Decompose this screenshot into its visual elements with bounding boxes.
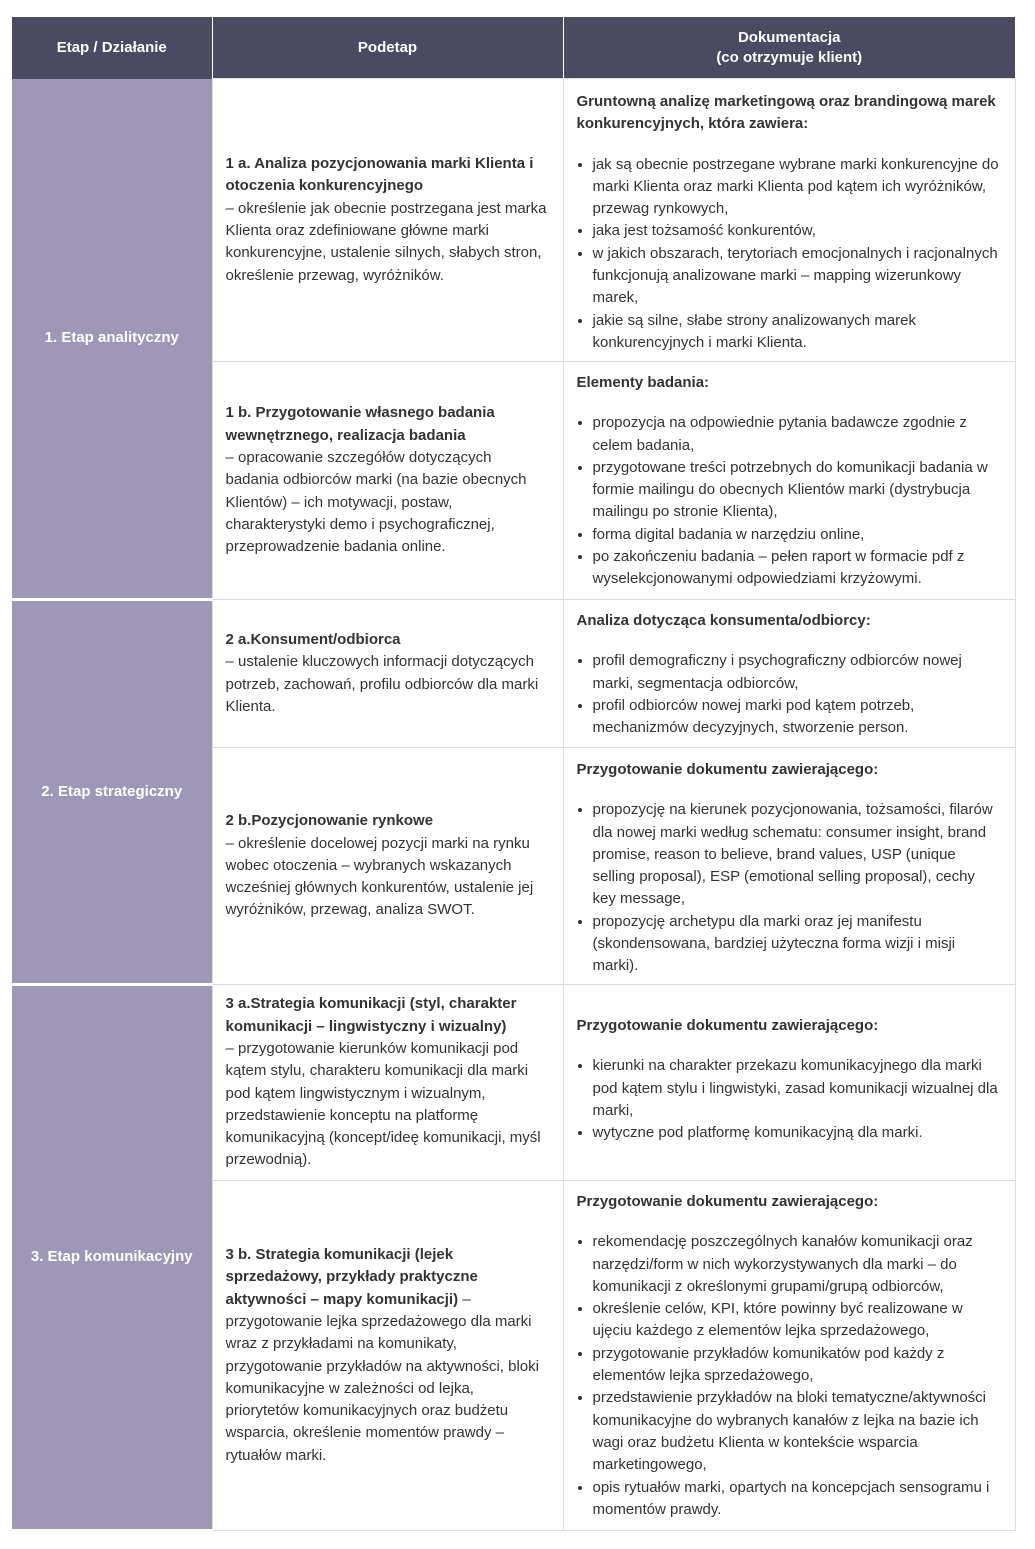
table-row bbox=[12, 600, 1015, 748]
documentation-list bbox=[577, 799, 1001, 977]
list-item: • propozycję na kierunek pozycjonowania, tożsamości, filarów dla nowej marki według schematu: consumer insight, brand promise, reason to believe, brand values, USP (unique selling proposal), ESP (emotional selling proposal), cechy key message, bbox=[593, 799, 1001, 910]
header-documentation-line1: Dokumentacja bbox=[737, 28, 841, 46]
list-item: • w jakich obszarach, terytoriach emocjonalnych i racjonalnych funkcjonują analizowane marki – mapping wizerunkowy marek, bbox=[593, 243, 1001, 310]
list-item: • po zakończeniu badania – pełen raport w formacie pdf z wyselekcjonowanymi odpowiedziami krzyżowymi. bbox=[593, 546, 1001, 591]
documentation-title: Elementy badania: bbox=[576, 374, 710, 391]
substep-description: – opracowanie szczegółów dotyczących badania odbiorców marki (na bazie obecnych Klientów) – ich motywacji, postaw, charakterystyki demo i psychograficznej, przeprowadzenie badania online. bbox=[225, 449, 527, 556]
documentation-cell bbox=[563, 985, 1015, 1181]
stage-cell: 3. Etap komunikacyjny bbox=[12, 985, 212, 1531]
documentation-title: Przygotowanie dokumentu zawierającego: bbox=[576, 1193, 879, 1210]
substep-cell bbox=[212, 1181, 563, 1531]
documentation-cell bbox=[563, 748, 1015, 985]
documentation-list bbox=[577, 1055, 1001, 1144]
list-item: • profil demograficzny i psychograficzny odbiorców nowej marki, segmentacja odbiorców, bbox=[593, 650, 1001, 695]
documentation-title: Przygotowanie dokumentu zawierającego: bbox=[576, 761, 879, 778]
list-item: • przygotowane treści potrzebnych do komunikacji badania w formie mailingu do obecnych Klientów marki (dystrybucja mailingu po stronie Klienta), bbox=[593, 457, 1001, 524]
stage-cell: 1. Etap analityczny bbox=[12, 79, 212, 600]
table-row bbox=[12, 985, 1015, 1181]
documentation-title: Gruntowną analizę marketingową oraz brandingową marek konkurencyjnych, która zawiera: bbox=[576, 93, 996, 133]
list-item: • jakie są silne, słabe strony analizowanych marek konkurencyjnych i marki Klienta. bbox=[593, 310, 1001, 355]
substep-description: – określenie docelowej pozycji marki na rynku wobec otoczenia – wybranych wskazanych wcześniej głównych konkurentów, ustalenie jej wyróżników, przewag, analiza SWOT. bbox=[225, 834, 534, 919]
substep-cell bbox=[212, 748, 563, 985]
documentation-list bbox=[577, 412, 1001, 590]
scope-table-wrapper bbox=[12, 17, 1015, 1532]
list-item: • wytyczne pod platformę komunikacyjną dla marki. bbox=[593, 1122, 1001, 1144]
documentation-list bbox=[577, 1231, 1001, 1521]
documentation-list bbox=[577, 154, 1001, 355]
list-item: • jak są obecnie postrzegane wybrane marki konkurencyjne do marki Klienta oraz marki Klienta pod kątem ich wyróżników, przewag rynkowych, bbox=[593, 154, 1001, 221]
substep-title: 3 b. Strategia komunikacji (lejek sprzedażowy, przykłady praktyczne aktywności – mapy komunikacji) bbox=[225, 1246, 478, 1308]
substep-cell bbox=[212, 985, 563, 1181]
substep-title: 1 b. Przygotowanie własnego badania wewnętrznego, realizacja badania bbox=[225, 404, 495, 444]
substep-description: – ustalenie kluczowych informacji dotyczących potrzeb, zachowań, profilu odbiorców dla marki Klienta. bbox=[225, 653, 539, 715]
substep-description: – określenie jak obecnie postrzegana jest marka Klienta oraz zdefiniowane główne marki konkurencyjne, ustalenie silnych, słabych stron, określenie przewag, wyróżników. bbox=[225, 199, 547, 284]
header-documentation bbox=[563, 17, 1015, 79]
list-item: • kierunki na charakter przekazu komunikacyjnego dla marki pod kątem stylu i lingwistyki, zasad komunikacji wizualnej dla marki, bbox=[593, 1055, 1001, 1122]
substep-title: 1 a. Analiza pozycjonowania marki Klienta i otoczenia konkurencyjnego bbox=[225, 155, 534, 195]
list-item: • jaka jest tożsamość konkurentów, bbox=[593, 220, 1001, 242]
list-item: • forma digital badania w narzędziu online, bbox=[593, 524, 1001, 546]
list-item: • rekomendację poszczególnych kanałów komunikacji oraz narzędzi/form w nich wykorzystywanych dla marki – do komunikacji z określonymi grupami/grupą odbiorców, bbox=[593, 1231, 1001, 1298]
scope-table bbox=[12, 17, 1016, 1532]
documentation-cell bbox=[563, 600, 1015, 748]
substep-cell bbox=[212, 79, 563, 362]
documentation-title: Analiza dotycząca konsumenta/odbiorcy: bbox=[576, 612, 871, 629]
header-documentation-line2: (co otrzymuje klient) bbox=[716, 48, 863, 66]
documentation-title: Przygotowanie dokumentu zawierającego: bbox=[576, 1017, 879, 1034]
substep-title: 3 a.Strategia komunikacji (styl, charakter komunikacji – lingwistyczny i wizualny) bbox=[225, 995, 517, 1035]
header-row bbox=[12, 17, 1015, 79]
list-item: • określenie celów, KPI, które powinny być realizowane w ujęciu każdego z elementów lejka sprzedażowego, bbox=[593, 1298, 1001, 1343]
list-item: • przedstawienie przykładów na bloki tematyczne/aktywności komunikacyjne do wybranych kanałów z lejka na bazie ich wagi oraz budżetu Klienta w kontekście wsparcia marketingowego, bbox=[593, 1387, 1001, 1476]
substep-description: – przygotowanie kierunków komunikacji pod kątem stylu, charakteru komunikacji dla marki pod kątem lingwistycznym i wizualnym, przedstawienie konceptu na platformę komunikacyjną (koncept/ideę komunikacji, myśl przewodnią). bbox=[225, 1039, 541, 1169]
table-row bbox=[12, 79, 1015, 362]
list-item: • profil odbiorców nowej marki pod kątem potrzeb, mechanizmów decyzyjnych, stworzenie person. bbox=[593, 695, 1001, 740]
documentation-cell bbox=[563, 362, 1015, 600]
substep-title: 2 a.Konsument/odbiorca bbox=[225, 630, 401, 648]
list-item: • propozycja na odpowiednie pytania badawcze zgodnie z celem badania, bbox=[593, 412, 1001, 457]
substep-title: 2 b.Pozycjonowanie rynkowe bbox=[225, 812, 434, 830]
list-item: • propozycję archetypu dla marki oraz jej manifestu (skondensowana, bardziej użyteczna forma wizji i misji marki). bbox=[593, 911, 1001, 978]
substep-description: – przygotowanie lejka sprzedażowego dla marki wraz z przykładami na komunikaty, przygotowanie przykładów na aktywności, bloki komunikacyjne w zależności od lejka, priorytetów komunikacyjnych oraz budżetu wsparcia, określenie momentów prawdy – rytuałów marki. bbox=[225, 1290, 539, 1464]
header-substep: Podetap bbox=[212, 17, 563, 79]
list-item: • przygotowanie przykładów komunikatów pod każdy z elementów lejka sprzedażowego, bbox=[593, 1343, 1001, 1388]
documentation-list bbox=[577, 650, 1001, 739]
header-stage: Etap / Działanie bbox=[12, 17, 212, 79]
stage-cell: 2. Etap strategiczny bbox=[12, 600, 212, 985]
substep-text bbox=[226, 1244, 549, 1467]
documentation-cell bbox=[563, 1181, 1015, 1531]
list-item: • opis rytuałów marki, opartych na koncepcjach sensogramu i momentów prawdy. bbox=[593, 1477, 1001, 1522]
substep-cell bbox=[212, 600, 563, 748]
documentation-cell bbox=[563, 79, 1015, 362]
substep-cell bbox=[212, 362, 563, 600]
